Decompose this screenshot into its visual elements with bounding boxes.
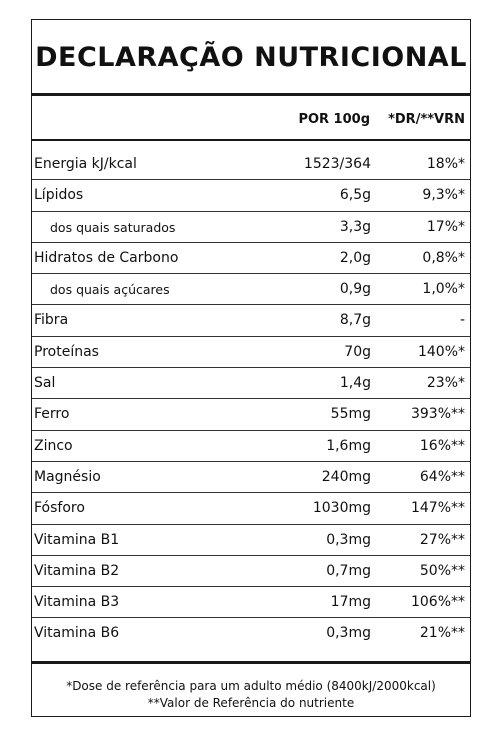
table-row [32,274,470,305]
nutrient-name: Zinco [34,437,73,454]
nutrient-name: Vitamina B1 [34,531,120,548]
column-header-dr-vrn: *DR/**VRN [388,112,465,127]
nutrient-value: 8,7g [339,312,371,329]
nutrient-reference-percent: 27%** [419,531,465,548]
footnotes [32,678,470,712]
nutrient-reference-percent: 147%** [410,500,465,517]
nutrient-reference-percent: 21%** [419,625,465,642]
nutrient-reference-percent: - [459,312,465,329]
nutrient-value: 0,3mg [326,625,371,642]
title-divider [32,93,470,96]
nutrient-reference-percent: 106%** [410,594,465,611]
table-row [32,493,470,524]
nutrient-reference-percent: 64%** [419,468,465,485]
nutrient-reference-percent: 0,8%* [422,249,465,266]
nutrient-name: Hidratos de Carbono [34,249,179,266]
table-row [32,368,470,399]
nutrient-value: 1,6mg [326,437,371,454]
nutrient-reference-percent: 140%* [417,343,465,360]
nutrient-value: 17mg [330,594,371,611]
nutrient-name: Energia kJ/kcal [34,156,137,172]
nutrient-name: Lípidos [34,187,84,204]
nutrient-name: Sal [34,375,56,392]
nutrient-reference-percent: 18%* [426,156,465,172]
nutrient-value: 240mg [321,468,371,485]
nutrient-value: 0,3mg [326,531,371,548]
nutrient-value: 0,9g [339,281,371,298]
table-row [32,149,470,180]
nutrient-name: Vitamina B3 [34,594,120,611]
table-row [32,180,470,211]
nutrient-value: 1523/364 [303,156,371,172]
nutrient-value: 1030mg [312,500,371,517]
nutrient-reference-percent: 9,3%* [422,187,465,204]
table-row [32,399,470,430]
header-divider [32,139,470,141]
nutrient-name: Fibra [34,312,69,329]
table-row [32,337,470,368]
nutrient-subname: dos quais açúcares [50,282,170,298]
nutrient-name: Vitamina B6 [34,625,120,642]
table-row [32,305,470,336]
label-title: DECLARAÇÃO NUTRICIONAL [35,42,467,73]
nutrient-reference-percent: 50%** [419,562,465,579]
nutrient-value: 6,5g [339,187,371,204]
nutrient-name: Magnésio [34,468,101,485]
table-row [32,212,470,243]
nutrient-reference-percent: 16%** [419,437,465,454]
nutrient-value: 2,0g [339,249,371,266]
nutrient-table [32,149,470,650]
nutrient-reference-percent: 1,0%* [422,281,465,298]
table-row [32,618,470,649]
nutrient-reference-percent: 393%** [410,406,465,423]
nutrient-name: Proteínas [34,343,99,360]
nutrient-subname: dos quais saturados [50,219,176,235]
nutrient-value: 3,3g [339,218,371,235]
nutrient-reference-percent: 23%* [426,375,465,392]
table-row [32,431,470,462]
nutrient-value: 70g [344,343,371,360]
table-row [32,243,470,274]
nutrient-name: Fósforo [34,500,85,517]
footnote-vrn: **Valor de Referência do nutriente [147,696,355,710]
column-header-per-100g: POR 100g [298,112,370,127]
table-row [32,587,470,618]
table-row [32,462,470,493]
nutrient-name: Ferro [34,406,70,423]
table-row [32,556,470,587]
nutrition-label [31,19,471,717]
footnote-dr: *Dose de referência para um adulto médio (8400kJ/2000kcal) [66,679,436,693]
nutrient-value: 55mg [330,406,371,423]
table-row [32,525,470,556]
footer-divider [32,661,470,664]
nutrient-name: Vitamina B2 [34,562,120,579]
nutrient-value: 0,7mg [326,562,371,579]
nutrient-reference-percent: 17%* [426,218,465,235]
nutrient-value: 1,4g [339,375,371,392]
